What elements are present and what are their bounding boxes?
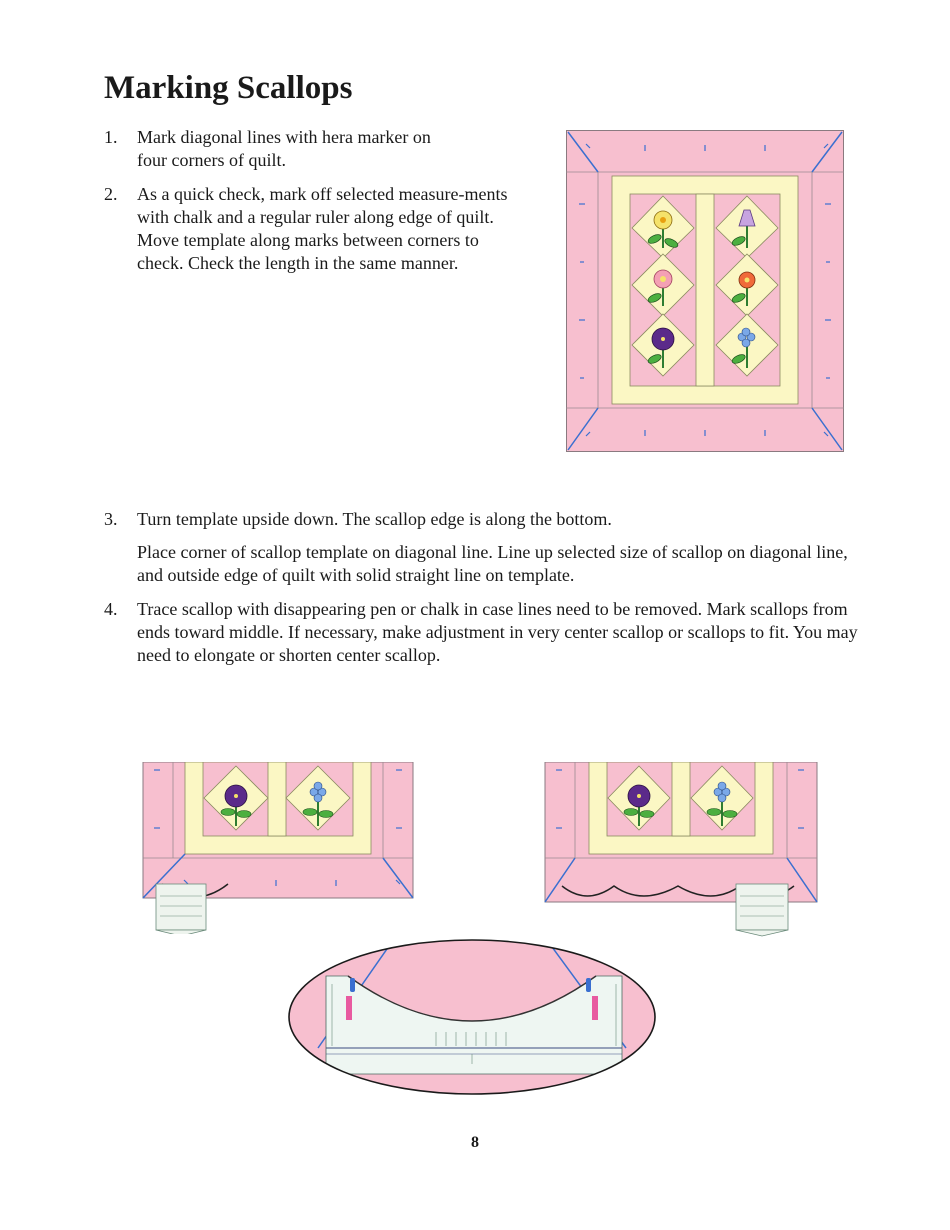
step-text: Turn template upside down. The scallop edge is along the bottom. [137,509,612,529]
step-text: Place corner of scallop template on diagonal line. Line up selected size of scallop on diagonal line, and outside edge of quilt with solid straight line on template. [137,542,848,585]
page-number: 8 [471,1134,479,1151]
step-text: Mark diagonal lines with hera marker on four corners of quilt. [137,127,431,170]
page-title: Marking Scallops [104,70,353,106]
instructions-bottom [104,508,864,678]
corner-detail-left [140,762,416,934]
template-closeup [286,936,658,1098]
step-text: Trace scallop with disappearing pen or chalk in case lines need to be removed. Mark scallops from ends toward middle. If necessary, make adjustment in very center scallop or scallops to fit. You may need to elongate or shorten center scallop. [137,599,858,665]
step-1 [104,126,514,172]
step-3 [104,508,864,587]
step-text: As a quick check, mark off selected measure-ments with chalk and a regular ruler along edge of quilt. Move template along marks between corners to check. Check the length in the same manner. [137,184,508,273]
step-number: 4. [104,599,118,619]
step-2 [104,183,514,275]
corner-detail-right [542,762,820,940]
instructions-top [104,126,514,286]
step-number: 3. [104,509,118,529]
step-number: 2. [104,184,118,204]
step-number: 1. [104,127,118,147]
step-4 [104,598,864,667]
quilt-diagram [566,130,844,452]
